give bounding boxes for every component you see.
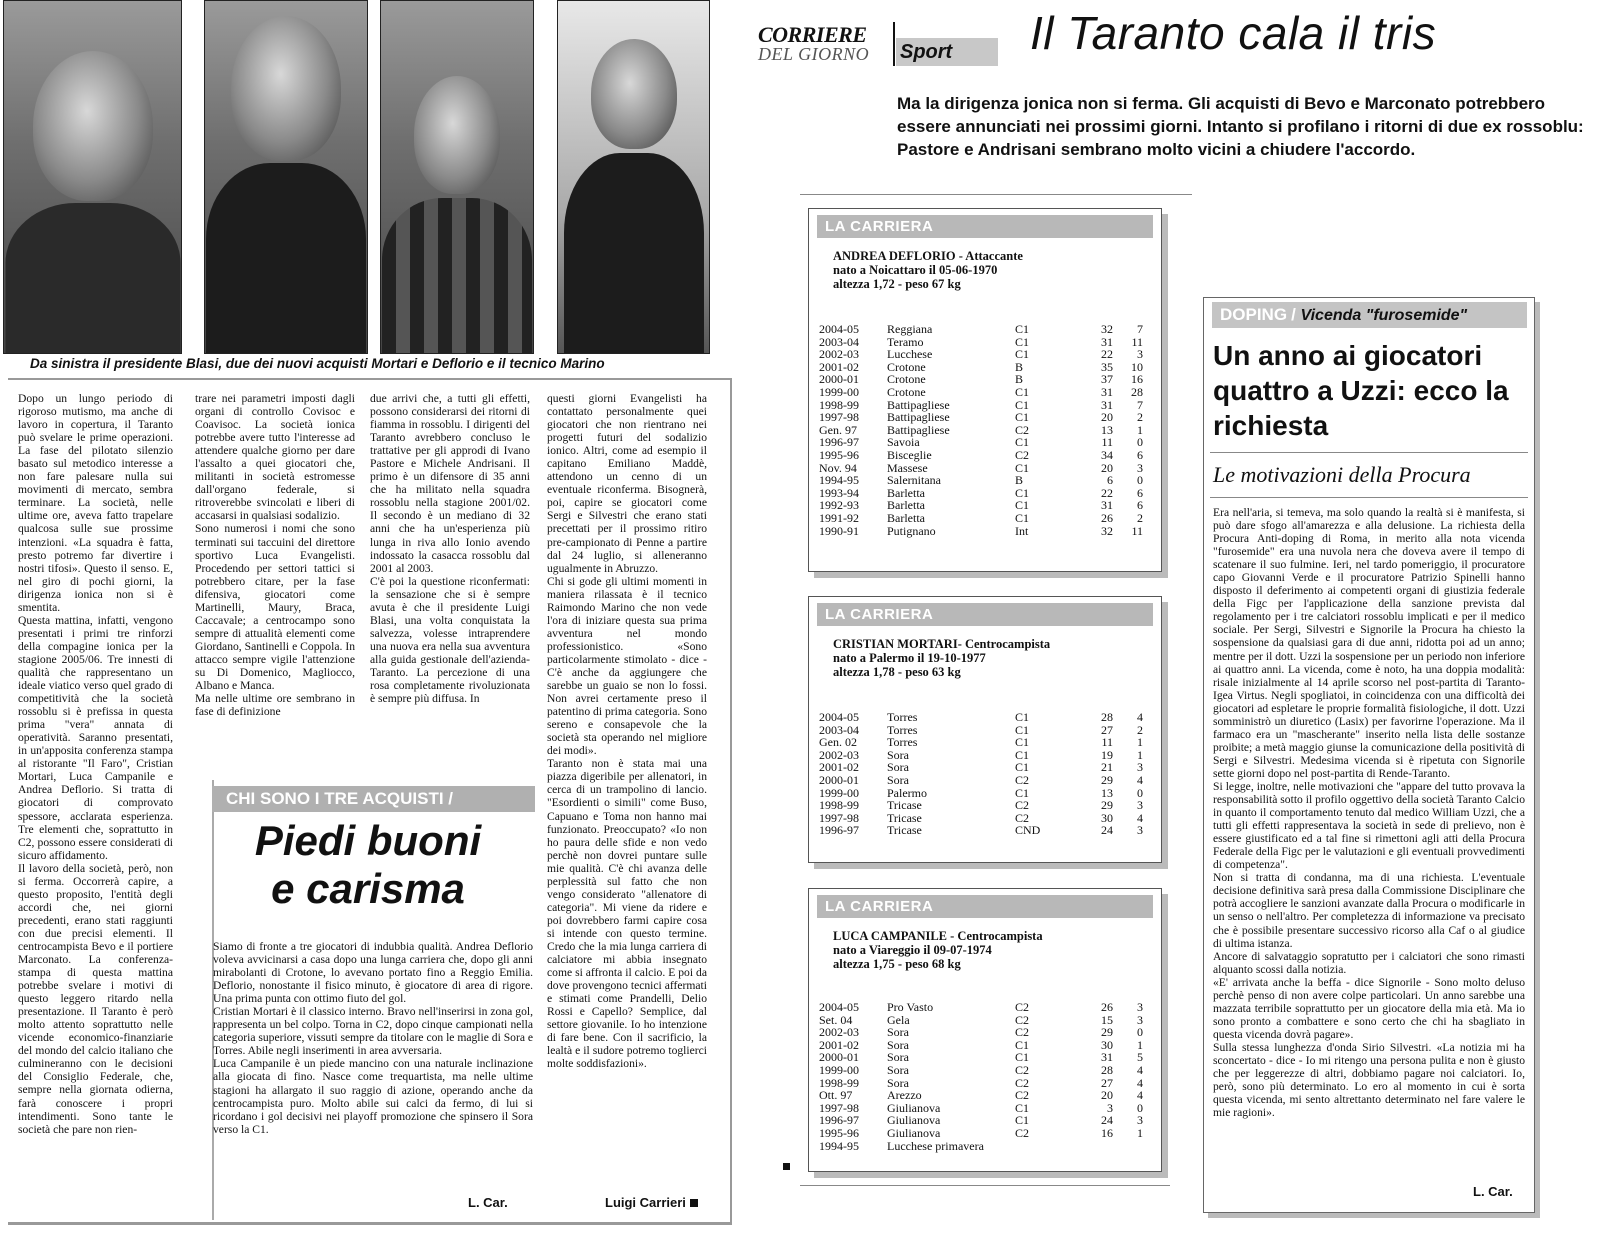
career-row	[819, 749, 1143, 762]
career-name: CRISTIAN MORTARI- Centrocampista	[833, 637, 1051, 651]
career-cell: 2001-02	[819, 359, 859, 374]
career-row	[819, 774, 1143, 787]
career-born: nato a Noicattaro il 05-06-1970	[833, 263, 998, 277]
career-cell: Putignano	[887, 523, 936, 538]
career-table	[819, 323, 1143, 537]
career-cell: Tricase	[887, 798, 922, 813]
career-cell: 27	[1101, 1075, 1113, 1090]
career-cell: Giulianova	[887, 1125, 941, 1140]
career-cell: 3	[1137, 823, 1143, 838]
career-cell: 1995-96	[819, 447, 859, 462]
career-cell: Barletta	[887, 485, 925, 500]
career-row	[819, 1127, 1143, 1140]
doping-subtitle: Le motivazioni della Procura	[1213, 462, 1471, 487]
career-cell: 30	[1101, 1037, 1113, 1052]
career-cell: Gela	[887, 1012, 910, 1027]
career-cell: Salernitana	[887, 473, 941, 488]
acquisti-title-line2: e carisma	[271, 865, 465, 912]
career-cell: Barletta	[887, 510, 925, 525]
career-cell: C1	[1015, 1113, 1030, 1128]
career-cell: 26	[1101, 1000, 1113, 1014]
career-cell: 27	[1101, 722, 1113, 737]
career-tag: LA CARRIERA	[817, 215, 1153, 238]
career-cell: Savoia	[887, 435, 920, 450]
career-cell: C1	[1015, 722, 1030, 737]
career-cell: 4	[1137, 810, 1143, 825]
career-size: altezza 1,78 - peso 63 kg	[833, 665, 961, 679]
career-cell: 16	[1101, 1125, 1113, 1140]
career-header	[833, 929, 1043, 971]
career-cell: 4	[1137, 710, 1143, 724]
career-cell: 1993-94	[819, 485, 859, 500]
doping-tag: DOPING	[1220, 305, 1288, 324]
career-cell: 20	[1101, 410, 1113, 425]
logo-line1: CORRIERE	[758, 22, 867, 47]
career-row	[819, 1102, 1143, 1115]
career-row	[819, 499, 1143, 512]
career-cell	[1073, 1140, 1113, 1153]
career-row	[819, 361, 1143, 374]
career-cell: Giulianova	[887, 1100, 941, 1115]
career-row	[819, 711, 1143, 724]
career-cell: 28	[1131, 384, 1143, 399]
career-cell: Sora	[887, 1037, 909, 1052]
career-cell: Barletta	[887, 498, 925, 513]
career-row	[819, 787, 1143, 800]
career-cell: 30	[1101, 810, 1113, 825]
career-cell: 1998-99	[819, 1075, 859, 1090]
career-cell: 32	[1101, 523, 1113, 538]
main-byline-text: Luigi Carrieri	[605, 1195, 686, 1210]
career-cell: 2003-04	[819, 722, 859, 737]
career-cell: C1	[1015, 1037, 1030, 1052]
career-cell: 1999-00	[819, 384, 859, 399]
career-cell: 11	[1131, 523, 1143, 538]
newspaper-logo	[758, 22, 998, 72]
photo-deflorio	[380, 0, 534, 354]
career-cell: C1	[1015, 747, 1030, 762]
acquisti-tag: CHI SONO I TRE ACQUISTI /	[212, 786, 535, 812]
career-size: altezza 1,72 - peso 67 kg	[833, 277, 961, 291]
article-column-4: questi giorni Evangelisti ha contattato personalmente quei giocatori che non rientrano nei progetti futuri del sodalizio ionico. Altri, come ad esempio il capitano Emiliano Maddè, attendono un cenno di un eventuale riconferma. Bisognerà, poi, capire se giocatori come Sergi e Silvestri che erano stati precettati per il prossimo ritiro pre-campionato di Penne a partire dal 24 luglio, si alleneranno ugualmente in Abruzzo. Chi si gode gli ultimi momenti in maniera rilassata è il tecnico Raimondo Marino che non vede l'ora di iniziare questa sua prima avventura nel mondo professionistico. «Sono particolarmente stimolato - dice - C'è anche da aggiungere che sarebbe un guaio se non lo fossi. Non avrei certamente preso il patentino di prima categoria. Sono sereno e consapevole che la società sta operando nel migliore dei modi». Taranto non è stata mai una piazza digeribile per allenatori, in cerca di un trampolino di lancio. "Esordienti o simili" come Buso, Capuano e Toma non hanno mai funzionato. Preoccupato? «Io non ho paura delle sfide e non vedo perchè non dovrei puntare sulle mie qualità. C'è chi avanza delle perplessità sul fatto che non vengo considerato "allenatore di categoria". Mi viene da ridere e poi dovrebbero farmi capire cosa si intende con questo termine. Credo che la mia lunga carriera di calciatore mi abbia insegnato come si affronta il calcio. E poi da dove provengono tecnici affermati e stimati come Prandelli, Delio Rossi e Capello? Semplice, dal settore giovanile. Io ho intenzione di fare bene. Con il sacrificio, la lealtà e il sudore potremo toglierci molte soddisfazioni».	[547, 392, 708, 1071]
career-cell: 0	[1137, 1100, 1143, 1115]
career-cell: CND	[1015, 823, 1041, 838]
career-cell: C1	[1015, 760, 1030, 775]
career-cell: 2000-01	[819, 1050, 859, 1065]
career-cell: 1997-98	[819, 1100, 859, 1115]
career-cell: Bisceglie	[887, 447, 932, 462]
career-cell: Giulianova	[887, 1113, 941, 1128]
career-cell: Crotone	[887, 372, 926, 387]
career-cell: 22	[1101, 485, 1113, 500]
career-cell: 1998-99	[819, 798, 859, 813]
career-cell: B	[1015, 372, 1024, 387]
doping-body: Era nell'aria, si temeva, ma solo quando la realtà si è manifesta, si può dare sfogo all'amarezza e alla delusione. La richiesta della Procura Anti-doping di Roma, in merito alla nota vicenda "furosemide" era una nuvola nera che doveva avere il tempo di scatenare il suo fulmine. Ieri, nel tardo pomeriggio, il procuratore capo Giovanni Verde e il procuratore Patrizio Spinelli hanno disposto il deferimento ai competenti organi di giustizia federale della Figc per l'applicazione della sanzione prevista dal regolamento per i tre calciatori rossoblu implicati e per il medico sociale. Per Sergi, Silvestri e Signorile la Procura ha chiesto la sospensione da qualsiasi gara di due anni, ridotta poi ad un anno; mentre per il dott. Uzzi la sospensione per un periodo non inferiore ai quattro anni. La vicenda, come è noto, ha una doppia modalità: risale inizialmente al 14 aprile scorso nel post-partita di Taranto-Igea Virtus. Negli spogliatoi, in coincidenza con una difficoltà dei giocatori ad espletare le proprie formalità fisiologiche, il dott. Uzzi somministrò un diuretico (Lasix) per favorirne l'operazione. Ma il farmaco era un "mascherante" inserito nella lista delle sostanze proibite; a metà maggio giunse la comunicazione della positività di Sergi e Silvestri. Medesima vicenda si è ripetuta con Signorile sette giorni dopo nel post-partita di Rende-Taranto. Si legge, inoltre, nelle motivazioni che "appare del tutto provava la responsabilità sotto il profilo oggettivo della società Taranto Calcio in quanto il comportamento tenuto dal medico William Uzzi, che a tutti gli effetti rappresentava la società in sede di prelievo, non è essere giustificato ed a tal fine si rimettoni agli atti della Procura Federale della Figc per le valutazioni e gli eventuali provvedimenti di competenza". Non si tratta di condanna, ma di una richiesta. L'eventuale decisione definitiva sarà presa dalla Commissione Disciplinare che potrà accogliere le sanzioni avanzate dalla Procura o modificarle in un senso o nell'altro. Per completezza di informazione va precisato che è possibile presentare successivo ricorso alla Caf o al giudice di ultima istanza. Ancore di salvataggio sopratutto per i calciatori che sono rimasti alquanto scossi dalla notizia. «E' arrivata anche la beffa - dice Signorile - Sono molto deluso perchè penso di non avere colpe particolari. Un anno sarebbe una mazzata terribile soprattutto per un giocatore della mia età. Ma io sono pronto a combattere e sono certo che chi ha sbagliato in questa vicenda dovrà pagare». Sulla stessa lunghezza d'onda Sirio Silvestri. «La notizia mi ha sconcertato - dice - Io mi ritengo una persona pulita e non è giusto che per leggerezze di altri, dobbiamo pagare noi calciatori. Io, però, sono più determinato. Lo ero al momento in cui è sorta questa vicenda, mi sento altrettanto determinato nel fare valere le mie ragioni».	[1213, 506, 1525, 1120]
career-cell: Crotone	[887, 384, 926, 399]
career-cell: 3	[1137, 760, 1143, 775]
career-cell: 10	[1131, 359, 1143, 374]
career-cell: 15	[1101, 1012, 1113, 1027]
career-row	[819, 724, 1143, 737]
career-cell: 1996-97	[819, 435, 859, 450]
career-cell: 2000-01	[819, 772, 859, 787]
career-cell: 13	[1101, 785, 1113, 800]
career-row	[819, 436, 1143, 449]
career-cell: 3	[1137, 347, 1143, 362]
career-cell: Tricase	[887, 810, 922, 825]
career-cell: C2	[1015, 1000, 1030, 1014]
career-cell: 31	[1101, 334, 1113, 349]
logo-section: Sport	[896, 38, 998, 66]
career-cell: 1	[1137, 735, 1143, 750]
divider	[800, 194, 1192, 195]
career-cell: 20	[1101, 460, 1113, 475]
career-cell: 2001-02	[819, 1037, 859, 1052]
career-cell: C1	[1015, 397, 1030, 412]
career-cell: Gen. 97	[819, 422, 857, 437]
career-cell: Sora	[887, 747, 909, 762]
career-cell: 19	[1101, 747, 1113, 762]
career-cell: 1992-93	[819, 498, 859, 513]
career-tag: LA CARRIERA	[817, 895, 1153, 918]
career-cell: Teramo	[887, 334, 924, 349]
career-cell: C2	[1015, 1125, 1030, 1140]
career-cell: C2	[1015, 810, 1030, 825]
career-cell: C2	[1015, 422, 1030, 437]
career-row	[819, 348, 1143, 361]
career-cell: 0	[1137, 473, 1143, 488]
career-cell: C1	[1015, 785, 1030, 800]
career-size: altezza 1,75 - peso 68 kg	[833, 957, 961, 971]
career-cell: 2003-04	[819, 334, 859, 349]
career-row	[819, 323, 1143, 336]
career-cell: 2	[1137, 410, 1143, 425]
career-cell: 28	[1101, 710, 1113, 724]
career-cell: 3	[1137, 798, 1143, 813]
career-row	[819, 1064, 1143, 1077]
career-row	[819, 411, 1143, 424]
doping-title: Un anno ai giocatori quattro a Uzzi: ecco la richiesta	[1213, 340, 1509, 441]
article-column-3: due arrivi che, a tutti gli effetti, possono considerarsi dei ritorni di fiamma in rossoblu. I dirigenti del Taranto avrebbero concluso le trattative per gli approdi di Ivano Pastore e Michele Andrisani. Il primo è un difensore di 35 anni che ha militato nella squadra rossoblu nella stagione 2001/02. Il secondo è un mediano di 32 anni che ha un'esperienza più lunga in riva allo Ionio avendo indossato la casacca rossoblu dal 2001 al 2003. C'è poi la questione riconfermati: la sensazione che si è sempre avuta è che il presidente Luigi Blasi, una volta conquistata la salvezza, volesse intraprendere una nuova era nella sua avventura alla guida gestionale dell'azienda-Taranto. La percezione di una rosa completamente rivoluzionata è sempre più diffusa. In	[370, 392, 530, 706]
career-cell: 2004-05	[819, 710, 859, 724]
career-born: nato a Viareggio il 09-07-1974	[833, 943, 992, 957]
career-cell: Battipagliese	[887, 422, 950, 437]
career-cell: 1	[1137, 1037, 1143, 1052]
career-cell: 3	[1137, 460, 1143, 475]
career-cell: C1	[1015, 410, 1030, 425]
career-cell: C2	[1015, 1088, 1030, 1103]
career-header	[833, 249, 1023, 291]
career-cell: 1994-95	[819, 473, 859, 488]
divider	[800, 1185, 1170, 1186]
career-table	[819, 711, 1143, 837]
career-cell: C1	[1015, 1100, 1030, 1115]
career-cell: C1	[1015, 485, 1030, 500]
career-cell: 2004-05	[819, 1000, 859, 1014]
career-row	[819, 1039, 1143, 1052]
career-cell: Reggiana	[887, 322, 933, 336]
career-cell: 1999-00	[819, 785, 859, 800]
career-row	[819, 1140, 1143, 1153]
career-cell: 4	[1137, 1062, 1143, 1077]
divider	[8, 378, 732, 380]
career-row	[819, 424, 1143, 437]
career-row	[819, 373, 1143, 386]
career-row	[819, 812, 1143, 825]
logo-bar	[893, 22, 895, 66]
career-cell: Ott. 97	[819, 1088, 853, 1103]
career-cell: 34	[1101, 447, 1113, 462]
career-cell: C1	[1015, 384, 1030, 399]
career-name: ANDREA DEFLORIO - Attaccante	[833, 249, 1023, 263]
career-row	[819, 1114, 1143, 1127]
career-cell: Nov. 94	[819, 460, 857, 475]
divider	[730, 380, 732, 1225]
career-cell: 2	[1137, 722, 1143, 737]
career-cell: 24	[1101, 1113, 1113, 1128]
career-cell: 29	[1101, 798, 1113, 813]
career-cell: 1994-95	[819, 1138, 859, 1153]
career-cell: 3	[1137, 1113, 1143, 1128]
career-cell: 0	[1137, 1025, 1143, 1040]
divider	[8, 1222, 732, 1225]
career-cell: 22	[1101, 347, 1113, 362]
career-cell: 29	[1101, 1025, 1113, 1040]
career-cell: Sora	[887, 1075, 909, 1090]
career-cell: 2000-01	[819, 372, 859, 387]
career-cell: 37	[1101, 372, 1113, 387]
career-cell: 6	[1137, 447, 1143, 462]
career-cell: Set. 04	[819, 1012, 853, 1027]
career-name: LUCA CAMPANILE - Centrocampista	[833, 929, 1043, 943]
acquisti-body: Siamo di fronte a tre giocatori di indubbia qualità. Andrea Deflorio voleva avvicinarsi a casa dopo una lunga carriera che, dopo gli anni mirabolanti di Crotone, lo avevano portato fino a Reggio Emilia. Deflorio, nonostante il fisico minuto, è giocatore di area di rigore. Una prima punta con ottimo fiuto del gol. Cristian Mortari è il classico interno. Bravo nell'inserirsi in zona gol, rappresenta un bel colpo. Torna in C2, dopo cinque campionati nella categoria superiore, vissuti sempre da titolare con le maglie di Sora e Torres. Abile negli inserimenti in area avversaria. Luca Campanile è un piede mancino con una naturale inclinazione alla giocata di fino. Nasce come trequartista, ma nelle ultime stagioni ha allargato il suo raggio di azione, operando anche da centrocampista puro. Molto abile sui calci da fermo, di lui si ricordano i gol decisivi nei playoff promozione che spinsero il Sora verso la C1.	[213, 940, 534, 1136]
career-cell: Tricase	[887, 823, 922, 838]
career-cell: Torres	[887, 710, 918, 724]
career-cell: B	[1015, 473, 1024, 488]
career-cell: Massese	[887, 460, 928, 475]
career-cell: 3	[1137, 1000, 1143, 1014]
career-cell: Battipagliese	[887, 410, 950, 425]
career-cell: C2	[1015, 447, 1030, 462]
career-row	[819, 799, 1143, 812]
career-cell: 6	[1137, 485, 1143, 500]
career-row	[819, 487, 1143, 500]
career-cell: 3	[1137, 1012, 1143, 1027]
career-cell: C1	[1015, 435, 1030, 450]
career-row	[819, 386, 1143, 399]
career-row	[819, 1014, 1143, 1027]
career-cell: C2	[1015, 1025, 1030, 1040]
career-cell: 1999-00	[819, 1062, 859, 1077]
career-cell: 6	[1137, 498, 1143, 513]
career-cell: Torres	[887, 722, 918, 737]
career-cell: 0	[1137, 435, 1143, 450]
career-row	[819, 336, 1143, 349]
career-cell: 31	[1101, 384, 1113, 399]
career-cell: C2	[1015, 1012, 1030, 1027]
career-cell: C2	[1015, 772, 1030, 787]
career-cell: 2002-03	[819, 347, 859, 362]
career-cell: C1	[1015, 510, 1030, 525]
career-cell: 7	[1137, 397, 1143, 412]
career-cell: B	[1015, 359, 1024, 374]
career-row	[819, 1077, 1143, 1090]
career-cell: 6	[1107, 473, 1113, 488]
career-cell: C1	[1015, 460, 1030, 475]
article-column-1: Dopo un lungo periodo di rigoroso mutismo, ma anche di lavoro in copertura, il Taranto può svelare le prime operazioni. La fase del pilotato silenzio basato sul metodico interesse a non fare palesare nulla sui movimenti di mercato, sembra terminare. La società, nelle ultime ore, aveva fatto trapelare qualcosa sulle sue prossime intenzioni. «La squadra è fatta, presto potremo far divertire i nostri tifosi». Questo il senso. E, nel giro di pochi giorni, la dirigenza ionica non si è smentita. Questa mattina, infatti, vengono presentati i primi tre rinforzi della compagine ionica per la stagione 2005/06. Tre innesti di qualità che rappresentano un ideale viatico verso quel grado di competitività che la società rossoblu si è prefissa in questa prima "vera" annata di operatività. Saranno presentati, in un'apposita conferenza stampa al ristorante "Il Faro", Cristian Mortari, Luca Campanile e Andrea Deflorio. Si tratta di giocatori di comprovato spessore, acclarata esperienza. Tre elementi che, soprattutto in C2, possono essere considerati di sicuro affidamento. Il lavoro della società, però, non si ferma. Occorrerà capire, a questo proposito, l'entità degli accordi che, nei giorni precedenti, erano stati raggiunti con due precisi elementi. Il centrocampista Bevo e il portiere Marconato. La conferenza-stampa di questa mattina potrebbe svelare i motivi di questo leggero ritardo nella presentazione. Il Taranto è però molto attento soprattutto nelle vicende economico-finanziarie del mondo del calcio italiano che culmineranno con le decisioni del Consiglio Federale, che, sempre nella giornata odierna, farà conoscere i propri intendimenti. Sono tante le società che pare non rien-	[18, 392, 173, 1136]
career-row	[819, 1001, 1143, 1014]
career-cell: Arezzo	[887, 1088, 922, 1103]
career-cell: 2002-03	[819, 747, 859, 762]
career-cell: 1996-97	[819, 1113, 859, 1128]
career-box-campanile	[808, 888, 1162, 1172]
career-cell: C2	[1015, 1075, 1030, 1090]
career-cell: 2004-05	[819, 322, 859, 336]
end-square-icon	[783, 1163, 790, 1170]
career-header	[833, 637, 1050, 679]
career-cell: 2	[1137, 510, 1143, 525]
career-cell: Sora	[887, 760, 909, 775]
career-row	[819, 1051, 1143, 1064]
end-square-icon	[690, 1199, 698, 1207]
career-cell: 2002-03	[819, 1025, 859, 1040]
doping-sub: Vicenda "furosemide"	[1300, 307, 1468, 324]
career-row	[819, 462, 1143, 475]
career-row	[819, 525, 1143, 538]
career-cell: 4	[1137, 772, 1143, 787]
career-cell: C1	[1015, 322, 1030, 336]
career-cell: 0	[1137, 785, 1143, 800]
career-cell: C1	[1015, 710, 1030, 724]
headline: Il Taranto cala il tris	[1030, 7, 1437, 59]
career-cell: 1	[1137, 422, 1143, 437]
career-cell: 13	[1101, 422, 1113, 437]
career-cell: Pro Vasto	[887, 1000, 934, 1014]
career-born: nato a Palermo il 19-10-1977	[833, 651, 986, 665]
career-cell: Sora	[887, 1062, 909, 1077]
career-table	[819, 1001, 1143, 1152]
career-cell: 28	[1101, 1062, 1113, 1077]
career-tag: LA CARRIERA	[817, 603, 1153, 626]
career-row	[819, 736, 1143, 749]
career-cell: 26	[1101, 510, 1113, 525]
career-cell: 2001-02	[819, 760, 859, 775]
photo-marino	[557, 0, 710, 354]
career-cell: 4	[1137, 1088, 1143, 1103]
career-cell: 16	[1131, 372, 1143, 387]
career-cell: 4	[1137, 1075, 1143, 1090]
photo-mortari	[204, 0, 368, 354]
career-cell: C1	[1015, 1050, 1030, 1065]
career-cell: 31	[1101, 498, 1113, 513]
career-cell	[1113, 1140, 1143, 1153]
career-cell: 5	[1137, 1050, 1143, 1065]
career-cell: C1	[1015, 735, 1030, 750]
acquisti-byline: L. Car.	[468, 1195, 508, 1210]
career-row	[819, 761, 1143, 774]
career-cell: Sora	[887, 1050, 909, 1065]
career-cell: 11	[1101, 735, 1113, 750]
doping-slash: /	[1291, 305, 1301, 324]
doping-tagbar	[1212, 302, 1527, 328]
main-byline	[605, 1195, 698, 1210]
career-cell: C1	[1015, 498, 1030, 513]
career-cell: 1997-98	[819, 410, 859, 425]
career-cell: 29	[1101, 772, 1113, 787]
acquisti-title	[228, 817, 508, 913]
divider	[1210, 497, 1528, 498]
career-row	[819, 1089, 1143, 1102]
career-cell: 32	[1101, 322, 1113, 336]
career-cell: Sora	[887, 772, 909, 787]
career-row	[819, 474, 1143, 487]
deck: Ma la dirigenza jonica non si ferma. Gli acquisti di Bevo e Marconato potrebbero essere annunciati nei prossimi giorni. Intanto si profilano i ritorni di due ex rossoblu: Pastore e Andrisani sembrano molto vicini a chiudere l'accordo.	[897, 94, 1584, 159]
acquisti-title-line1: Piedi buoni	[254, 817, 482, 864]
career-cell: 11	[1131, 334, 1143, 349]
career-cell: Sora	[887, 1025, 909, 1040]
article-column-2: trare nei parametri imposti dagli organi di controllo Covisoc e Coavisoc. La società ionica potrebbe avere tutto l'interesse ad attendere qualche giorno per dare l'assalto a quei giocatori che, militanti in società estromesse dall'organo federale, si ritroverebbe svincolati e liberi di accasarsi in qualsiasi sodalizio. Sono numerosi i nomi che sono terminati sui taccuini del direttore sportivo Luca Evangelisti. Procedendo per settori tattici si potrebbero citare, per la fase difensiva, giocatori come Martinelli, Maury, Braca, Caccavale; a centrocampo sono sempre di attualità elementi come Giordano, Santinelli e Coppola. In attacco sempre vigile l'attenzione su Di Domenico, Magliocco, Albano e Manca. Ma nelle ultime ore sembrano in fase di definizione	[195, 392, 355, 719]
career-cell: 1990-91	[819, 523, 859, 538]
career-cell: 1996-97	[819, 823, 859, 838]
career-cell: Int	[1015, 523, 1029, 538]
divider	[1210, 452, 1528, 453]
career-cell: Lucchese primavera	[887, 1138, 984, 1153]
career-cell: Battipagliese	[887, 397, 950, 412]
career-box-mortari	[808, 596, 1162, 863]
doping-byline: L. Car.	[1473, 1184, 1513, 1199]
career-cell: 7	[1137, 322, 1143, 336]
career-cell	[1015, 1140, 1073, 1153]
career-cell: Palermo	[887, 785, 927, 800]
career-cell: 1995-96	[819, 1125, 859, 1140]
career-row	[819, 449, 1143, 462]
career-cell: 21	[1101, 760, 1113, 775]
career-cell: Gen. 02	[819, 735, 857, 750]
career-row	[819, 824, 1143, 837]
career-row	[819, 512, 1143, 525]
career-box-deflorio	[808, 208, 1162, 572]
career-row	[819, 1026, 1143, 1039]
photo-blasi	[3, 0, 182, 354]
photo-caption: Da sinistra il presidente Blasi, due dei nuovi acquisti Mortari e Deflorio e il tecnico Marino	[30, 356, 605, 371]
career-cell: 1998-99	[819, 397, 859, 412]
career-row	[819, 399, 1143, 412]
career-cell: 35	[1101, 359, 1113, 374]
career-cell: 24	[1101, 823, 1113, 838]
career-cell: 1	[1137, 747, 1143, 762]
career-cell: 3	[1107, 1100, 1113, 1115]
career-cell: Lucchese	[887, 347, 933, 362]
logo-line2: DEL GIORNO	[758, 44, 870, 64]
career-cell: 31	[1101, 397, 1113, 412]
career-cell: 1991-92	[819, 510, 859, 525]
career-cell: 1	[1137, 1125, 1143, 1140]
career-cell: C2	[1015, 1062, 1030, 1077]
career-cell: 20	[1101, 1088, 1113, 1103]
career-cell: Torres	[887, 735, 918, 750]
career-cell: C2	[1015, 798, 1030, 813]
career-cell: C1	[1015, 347, 1030, 362]
career-cell: 31	[1101, 1050, 1113, 1065]
career-cell: Crotone	[887, 359, 926, 374]
career-cell: 11	[1101, 435, 1113, 450]
career-cell: C1	[1015, 334, 1030, 349]
career-cell: 1997-98	[819, 810, 859, 825]
